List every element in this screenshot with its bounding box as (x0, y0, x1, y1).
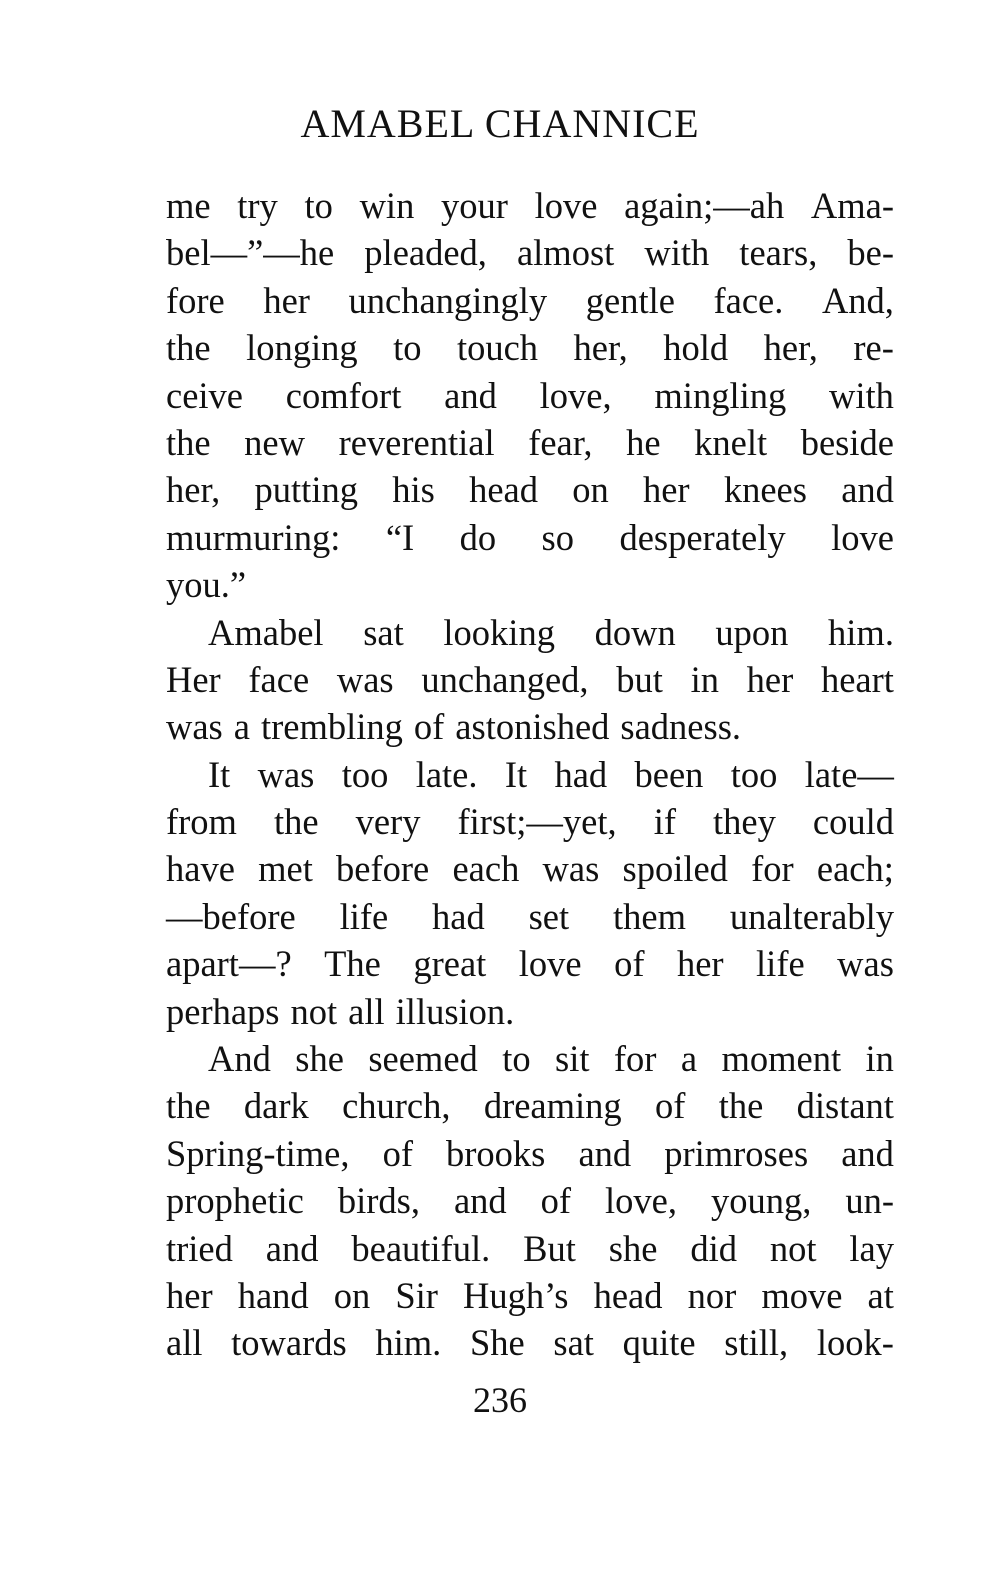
text-line: Amabel sat looking down upon him. (208, 611, 894, 653)
running-head-title: AMABEL CHANNICE (300, 101, 700, 146)
text-line: bel—”—he pleaded, almost with tears, be- (166, 232, 894, 274)
text-line: ceive comfort and love, mingling with (166, 374, 894, 416)
text-line: And she seemed to sit for a moment in (208, 1038, 894, 1080)
text-line: murmuring: “I do so desperately love (166, 516, 894, 558)
text-line: perhaps not all illusion. (166, 990, 515, 1032)
text-line: you.” (166, 564, 247, 606)
text-line: apart—? The great love of her life was (166, 943, 894, 985)
text-line: me try to win your love again;—ah Ama- (166, 185, 894, 226)
text-line: the longing to touch her, hold her, re- (166, 327, 894, 369)
text-line: all towards him. She sat quite still, look- (166, 1322, 894, 1364)
text-line: Spring-time, of brooks and primroses and (166, 1132, 894, 1174)
text-line: Her face was unchanged, but in her heart (166, 658, 894, 700)
text-line: —before life had set them unalterably (166, 895, 894, 937)
text-line: It was too late. It had been too late— (208, 753, 894, 795)
text-line: the dark church, dreaming of the distant (166, 1085, 894, 1127)
text-line: her, putting his head on her knees and (166, 469, 894, 511)
text-line: prophetic birds, and of love, young, un- (166, 1180, 894, 1222)
page-number: 236 (473, 1380, 527, 1420)
text-line: fore her unchangingly gentle face. And, (166, 279, 894, 321)
text-line: from the very first;—yet, if they could (166, 801, 894, 843)
text-line: was a trembling of astonished sadness. (166, 706, 742, 748)
text-line: the new reverential fear, he knelt beside (166, 421, 894, 463)
text-line: her hand on Sir Hugh’s head nor move at (166, 1274, 894, 1316)
text-line: have met before each was spoiled for each; (166, 848, 894, 890)
body-text-block (166, 182, 894, 1367)
text-line: tried and beautiful. But she did not lay (166, 1227, 894, 1269)
